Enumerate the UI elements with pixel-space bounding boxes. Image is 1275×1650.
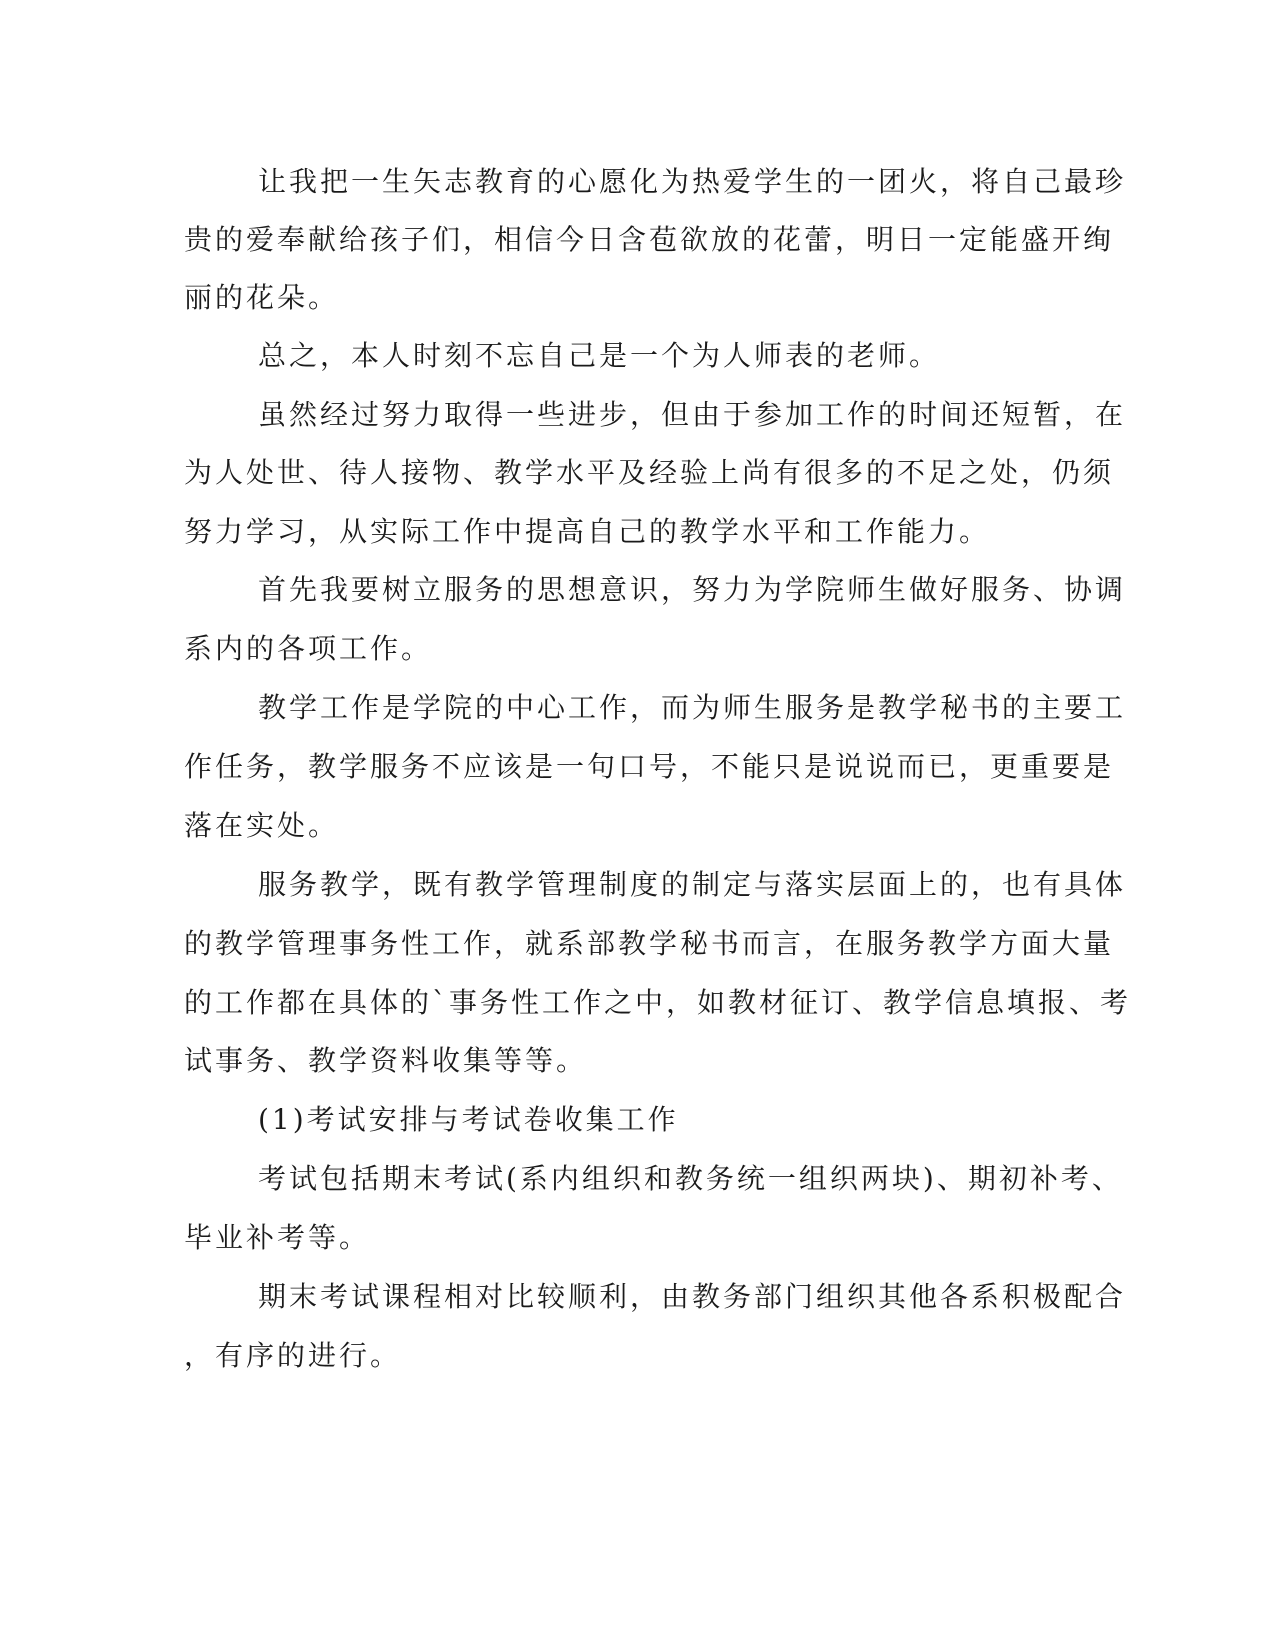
text-line: 为人处世、待人接物、教学水平及经验上尚有很多的不足之处，仍须 (184, 456, 1115, 489)
text-line: 丽的花朵。 (184, 281, 340, 314)
text-line: 首先我要树立服务的思想意识，努力为学院师生做好服务、协调 (258, 573, 1127, 606)
text-line: 落在实处。 (184, 809, 340, 842)
text-line: 虽然经过努力取得一些进步，但由于参加工作的时间还短暂，在 (258, 398, 1127, 431)
text-line: 贵的爱奉献给孩子们，相信今日含苞欲放的花蕾，明日一定能盛开绚 (184, 223, 1115, 256)
text-line: 毕业补考等。 (184, 1221, 371, 1254)
text-line: 总之，本人时刻不忘自己是一个为人师表的老师。 (258, 339, 941, 372)
text-line: ，有序的进行。 (184, 1339, 402, 1372)
subheading: (1)考试安排与考试卷收集工作 (258, 1103, 679, 1136)
text-line: 作任务，教学服务不应该是一句口号，不能只是说说而已，更重要是 (184, 750, 1115, 783)
text-line: 系内的各项工作。 (184, 632, 433, 665)
text-line: 努力学习，从实际工作中提高自己的教学水平和工作能力。 (184, 515, 991, 548)
text-line: 考试包括期末考试(系内组织和教务统一组织两块)、期初补考、 (258, 1162, 1123, 1195)
text-line: 试事务、教学资料收集等等。 (184, 1044, 588, 1077)
text-line: 服务教学，既有教学管理制度的制定与落实层面上的，也有具体 (258, 868, 1127, 901)
text-line: 期末考试课程相对比较顺利，由教务部门组织其他各系积极配合 (258, 1280, 1127, 1313)
text-line: 教学工作是学院的中心工作，而为师生服务是教学秘书的主要工 (258, 691, 1127, 724)
text-line: 的教学管理事务性工作，就系部教学秘书而言，在服务教学方面大量 (184, 927, 1115, 960)
text-line: 让我把一生矢志教育的心愿化为热爱学生的一团火，将自己最珍 (258, 165, 1127, 198)
text-line: 的工作都在具体的`事务性工作之中，如教材征订、教学信息填报、考 (184, 986, 1132, 1019)
